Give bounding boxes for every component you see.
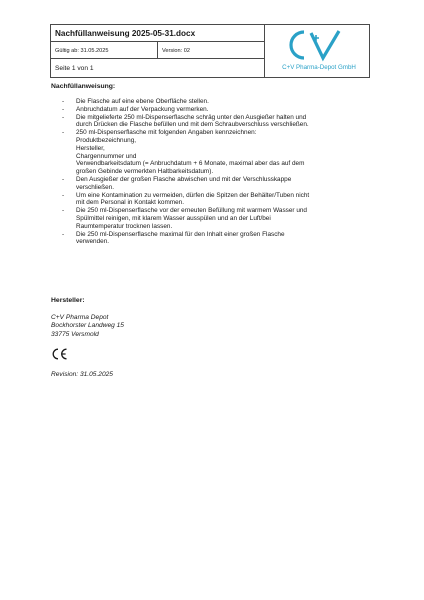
instruction-text: Die Flasche auf eine ebene Oberfläche stellen. — [76, 98, 209, 105]
instruction-text: Die mitgelieferte 250 ml-Dispenserflasche schräg unter den Ausgießer halten und durch Drücken die Flasche befüllen und mit dem Schraubverschluss verschließen. — [76, 113, 309, 129]
manufacturer-name: C+V Pharma Depot — [51, 314, 109, 321]
instruction-item — [62, 98, 372, 106]
instruction-item — [62, 207, 372, 230]
instructions-heading: Nachfüllanweisung: — [51, 83, 116, 90]
instruction-text: Die 250 ml-Dispenserflasche maximal für den Inhalt einer großen Flasche verwenden. — [76, 230, 285, 246]
dash-bullet: - — [62, 207, 65, 215]
instruction-text: Um eine Kontamination zu vermeiden, dürfen die Spitzen der Behälter/Tuben nicht mit dem Personal in Kontakt kommen. — [76, 191, 310, 207]
document-version: Version: 02 — [158, 42, 265, 59]
manufacturer-address — [51, 314, 124, 339]
instruction-text: Den Ausgießer der großen Flasche abwischen und mit der Verschlusskappe verschließen. — [76, 175, 292, 191]
instruction-item — [62, 129, 372, 176]
manufacturer-heading: Hersteller: — [51, 297, 85, 304]
dash-bullet: - — [62, 175, 65, 183]
dash-bullet: - — [62, 230, 65, 238]
document-header-table — [50, 24, 370, 78]
dash-bullet: - — [62, 113, 65, 121]
instruction-text: Die 250 ml-Dispenserflasche vor der erneuten Befüllung mit warmem Wasser und Spülmittel reinigen, mit klarem Wasser ausspülen und an der Luft/bei Raumtemperatur trocknen lassen. — [76, 207, 307, 230]
dash-bullet: - — [62, 191, 65, 199]
ce-mark-icon — [50, 348, 68, 360]
dash-bullet: - — [62, 129, 65, 137]
dash-bullet: - — [62, 98, 65, 105]
dash-bullet: - — [62, 105, 65, 113]
instructions-list — [62, 98, 372, 246]
company-logo — [265, 25, 370, 78]
instruction-item — [62, 176, 372, 192]
valid-from-date: Gültig ab: 31.05.2025 — [51, 42, 158, 59]
document-title: Nachfüllanweisung 2025-05-31.docx — [51, 25, 265, 42]
page-count: Seite 1 von 1 — [51, 59, 265, 78]
instruction-item — [62, 114, 372, 130]
cv-logo-icon — [287, 28, 345, 62]
company-name: C+V Pharma-Depot GmbH — [282, 64, 356, 71]
revision-date: Revision: 31.05.2025 — [51, 371, 113, 378]
instruction-item — [62, 231, 372, 247]
instruction-text: 250 ml-Dispenserflasche mit folgenden Angaben kennzeichnen: Produktbezeichnung, Hersteller, Chargennummer und Verwendbarkeitsdatum (= Anbruchdatum + 6 Monate, maximal aber das auf dem großen Gebinde vermerkten Haltbarkeitsdatum). — [76, 129, 305, 176]
manufacturer-street: Bockhorster Landweg 15 — [51, 322, 124, 330]
instruction-item — [62, 106, 372, 114]
instruction-text: Anbruchdatum auf der Verpackung vermerken. — [76, 105, 209, 113]
manufacturer-city: 33775 Versmold — [51, 330, 99, 338]
instruction-item — [62, 192, 372, 208]
